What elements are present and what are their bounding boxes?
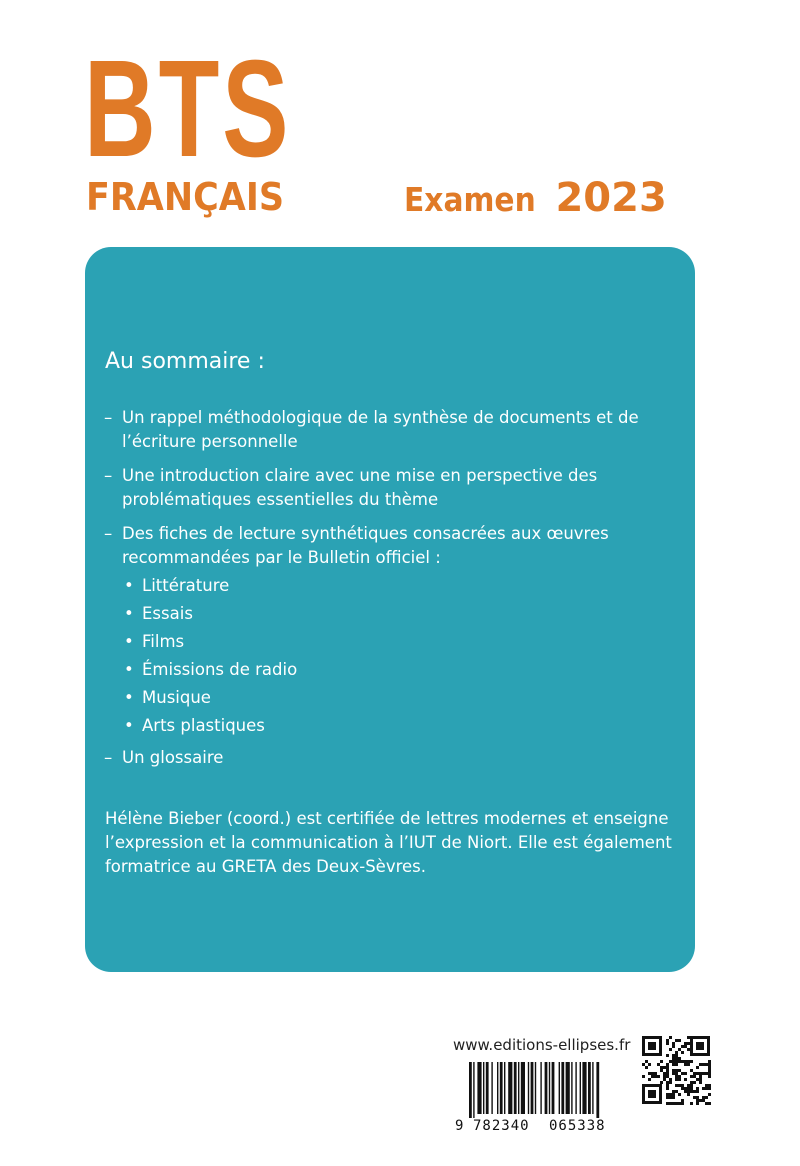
qr-module	[693, 1075, 696, 1078]
list-item	[104, 746, 684, 770]
subject-title: FRANÇAIS	[86, 175, 285, 219]
qr-module	[699, 1063, 702, 1066]
qr-module	[672, 1060, 675, 1063]
qr-module	[675, 1069, 678, 1072]
qr-module	[705, 1063, 708, 1066]
qr-module	[699, 1078, 702, 1081]
qr-module	[642, 1063, 645, 1066]
summary-heading: Au sommaire :	[105, 349, 265, 374]
qr-module	[705, 1087, 708, 1090]
author-bio: Hélène Bieber (coord.) est certifiée de lettres modernes et enseigne l’expression et la communication à l’IUT de Niort. Elle est également formatrice au GRETA des Deux-Sèvres.	[105, 809, 672, 876]
isbn-group-1: 782340	[473, 1118, 530, 1134]
barcode-bar	[582, 1062, 586, 1114]
barcode-bar	[561, 1062, 564, 1114]
qr-module	[702, 1099, 705, 1102]
qr-module	[666, 1039, 669, 1042]
qr-module	[693, 1090, 696, 1093]
qr-module	[705, 1072, 708, 1075]
barcode-bar	[531, 1062, 534, 1114]
qr-module	[672, 1042, 675, 1045]
qr-module	[708, 1066, 711, 1069]
qr-module	[645, 1060, 648, 1063]
qr-module	[675, 1084, 678, 1087]
qr-module	[693, 1072, 696, 1075]
sub-item	[104, 686, 684, 712]
exam-word: Examen	[404, 180, 536, 219]
qr-module	[666, 1066, 669, 1069]
qr-module	[663, 1075, 666, 1078]
qr-module	[666, 1075, 669, 1078]
sub-item	[104, 714, 684, 740]
qr-module	[669, 1048, 672, 1051]
sub-item-text: Émissions de radio	[142, 660, 298, 679]
sub-item-text: Arts plastiques	[142, 716, 265, 735]
qr-module	[651, 1072, 654, 1075]
publisher-website[interactable]: www.editions-ellipses.fr	[453, 1036, 631, 1054]
qr-module	[687, 1036, 690, 1039]
qr-module	[684, 1063, 687, 1066]
qr-module	[681, 1087, 684, 1090]
list-item	[104, 406, 684, 454]
sub-item	[104, 630, 684, 656]
qr-module	[675, 1072, 678, 1075]
qr-module	[657, 1075, 660, 1078]
qr-module	[648, 1072, 651, 1075]
qr-module	[657, 1063, 660, 1066]
qr-module	[666, 1102, 669, 1105]
qr-module	[708, 1102, 711, 1105]
barcode-bar	[500, 1062, 503, 1114]
qr-module	[690, 1075, 693, 1078]
qr-module	[678, 1069, 681, 1072]
qr-module	[669, 1081, 672, 1084]
qr-module	[675, 1039, 678, 1042]
barcode-bar	[497, 1062, 498, 1114]
qr-module	[678, 1078, 681, 1081]
list-item-text: Des fiches de lecture synthétiques consacrées aux œuvres recommandées par le Bulletin officiel :	[122, 524, 609, 567]
qr-module	[684, 1090, 687, 1093]
barcode-bar	[566, 1062, 570, 1114]
qr-module	[681, 1099, 684, 1102]
qr-module	[687, 1060, 690, 1063]
qr-module	[702, 1063, 705, 1066]
qr-module	[675, 1063, 678, 1066]
qr-module	[651, 1075, 654, 1078]
qr-module	[702, 1096, 705, 1099]
qr-module	[681, 1051, 684, 1054]
qr-module	[699, 1099, 702, 1102]
qr-module	[708, 1069, 711, 1072]
qr-module	[672, 1063, 675, 1066]
qr-code-icon	[641, 1035, 711, 1105]
bullet-marker: •	[124, 632, 134, 651]
qr-module	[684, 1060, 687, 1063]
bullet-marker: •	[124, 660, 134, 679]
list-item	[104, 522, 684, 570]
qr-module	[675, 1051, 678, 1054]
qr-module	[666, 1087, 669, 1090]
qr-module	[669, 1093, 672, 1096]
qr-module	[666, 1072, 669, 1075]
qr-module	[690, 1084, 693, 1087]
qr-module	[678, 1102, 681, 1105]
barcode-bar	[477, 1062, 481, 1114]
qr-module	[666, 1063, 669, 1066]
qr-module	[681, 1072, 684, 1075]
list-item-text: Un glossaire	[122, 748, 224, 767]
qr-module	[660, 1060, 663, 1063]
barcode-bar	[588, 1062, 591, 1114]
qr-module	[684, 1045, 687, 1048]
qr-module	[672, 1090, 675, 1093]
qr-module	[708, 1087, 711, 1090]
qr-module	[675, 1102, 678, 1105]
qr-module	[687, 1048, 690, 1051]
barcode-bar	[521, 1062, 525, 1114]
qr-module	[678, 1048, 681, 1051]
qr-module	[696, 1072, 699, 1075]
list-item-text: Une introduction claire avec une mise en perspective des problématiques essentielles du thème	[122, 466, 598, 509]
qr-module	[672, 1093, 675, 1096]
qr-module	[699, 1081, 702, 1084]
qr-module	[666, 1054, 669, 1057]
dash-marker: –	[104, 408, 113, 427]
bullet-marker: •	[124, 604, 134, 623]
qr-module	[690, 1060, 693, 1063]
qr-module	[642, 1075, 645, 1078]
qr-module	[660, 1066, 663, 1069]
list-item	[104, 464, 684, 512]
qr-module	[681, 1084, 684, 1087]
sub-item-text: Littérature	[142, 576, 230, 595]
qr-module	[708, 1072, 711, 1075]
qr-module	[669, 1078, 672, 1081]
barcode-bar	[540, 1062, 541, 1114]
barcode-bar	[596, 1062, 599, 1118]
barcode-bar	[545, 1062, 548, 1114]
qr-module	[696, 1090, 699, 1093]
qr-module	[684, 1042, 687, 1045]
qr-module	[687, 1063, 690, 1066]
list-item-text: Un rappel méthodologique de la synthèse de documents et de l’écriture personnelle	[122, 408, 639, 451]
qr-module	[648, 1078, 651, 1081]
barcode-bar	[552, 1062, 555, 1114]
qr-module	[687, 1090, 690, 1093]
isbn-first-digit: 9	[455, 1118, 464, 1134]
qr-module	[672, 1057, 675, 1060]
qr-module	[681, 1045, 684, 1048]
qr-module	[705, 1102, 708, 1105]
qr-module	[690, 1090, 693, 1093]
qr-module	[690, 1102, 693, 1105]
qr-module	[708, 1093, 711, 1096]
barcode-bar	[580, 1062, 581, 1114]
qr-module	[687, 1084, 690, 1087]
qr-module	[696, 1096, 699, 1099]
dash-marker: –	[104, 524, 113, 543]
qr-module	[678, 1060, 681, 1063]
qr-module	[699, 1075, 702, 1078]
qr-module	[687, 1093, 690, 1096]
qr-module	[678, 1075, 681, 1078]
qr-module	[672, 1102, 675, 1105]
qr-module	[675, 1057, 678, 1060]
barcode-bar	[469, 1062, 472, 1118]
qr-module	[666, 1084, 669, 1087]
qr-module	[708, 1075, 711, 1078]
qr-module	[708, 1063, 711, 1066]
sub-item	[104, 574, 684, 600]
sub-item	[104, 658, 684, 684]
qr-module	[660, 1069, 663, 1072]
qr-module	[675, 1078, 678, 1081]
qr-module	[654, 1075, 657, 1078]
barcode-bar	[571, 1062, 572, 1114]
sub-item-text: Essais	[142, 604, 193, 623]
barcode-bar	[483, 1062, 484, 1114]
qr-module	[672, 1072, 675, 1075]
qr-module	[648, 1063, 651, 1066]
qr-module	[684, 1087, 687, 1090]
barcode-bar	[559, 1062, 560, 1114]
qr-module	[687, 1087, 690, 1090]
qr-module	[675, 1060, 678, 1063]
qr-module	[669, 1036, 672, 1039]
qr-module	[666, 1093, 669, 1096]
qr-module	[678, 1039, 681, 1042]
qr-module	[678, 1084, 681, 1087]
qr-module	[672, 1054, 675, 1057]
qr-module	[705, 1084, 708, 1087]
qr-module	[708, 1060, 711, 1063]
sub-item-text: Musique	[142, 688, 211, 707]
qr-module	[669, 1102, 672, 1105]
barcode-bar	[504, 1062, 505, 1114]
series-title: BTS	[84, 32, 292, 186]
barcode-icon	[453, 1060, 631, 1134]
qr-module	[681, 1102, 684, 1105]
qr-module	[678, 1057, 681, 1060]
qr-module	[696, 1102, 699, 1105]
barcode-bar	[491, 1062, 492, 1114]
qr-module	[690, 1081, 693, 1084]
qr-module	[672, 1045, 675, 1048]
qr-module	[666, 1069, 669, 1072]
qr-module	[684, 1078, 687, 1081]
barcode-bar	[486, 1062, 489, 1114]
qr-module	[684, 1072, 687, 1075]
qr-module	[708, 1084, 711, 1087]
barcode-bar	[528, 1062, 529, 1114]
qr-module	[660, 1081, 663, 1084]
qr-module	[687, 1042, 690, 1045]
qr-module	[669, 1096, 672, 1099]
qr-module	[675, 1054, 678, 1057]
barcode-bar	[549, 1062, 550, 1114]
barcode-bar	[535, 1062, 536, 1114]
exam-label	[404, 175, 667, 221]
qr-module	[672, 1069, 675, 1072]
sub-item	[104, 602, 684, 628]
qr-module	[702, 1072, 705, 1075]
dash-marker: –	[104, 748, 113, 767]
barcode-bar	[508, 1062, 512, 1114]
qr-module	[699, 1072, 702, 1075]
qr-module	[654, 1072, 657, 1075]
barcode-bar	[473, 1062, 474, 1118]
qr-module	[675, 1075, 678, 1078]
qr-module	[663, 1072, 666, 1075]
qr-module	[702, 1087, 705, 1090]
qr-module	[666, 1096, 669, 1099]
bullet-marker: •	[124, 576, 134, 595]
qr-module	[693, 1081, 696, 1084]
barcode-bar	[518, 1062, 519, 1114]
barcode-bar	[514, 1062, 517, 1114]
qr-module	[696, 1078, 699, 1081]
qr-module	[696, 1099, 699, 1102]
bullet-marker: •	[124, 688, 134, 707]
qr-module	[666, 1042, 669, 1045]
barcode-bar	[592, 1062, 593, 1114]
qr-module	[696, 1087, 699, 1090]
qr-module	[693, 1096, 696, 1099]
barcode-bar	[575, 1062, 576, 1114]
summary-list	[104, 406, 684, 780]
qr-module	[675, 1090, 678, 1093]
qr-module	[678, 1093, 681, 1096]
qr-module	[663, 1078, 666, 1081]
dash-marker: –	[104, 466, 113, 485]
qr-module	[690, 1087, 693, 1090]
qr-module	[666, 1081, 669, 1084]
qr-module	[669, 1060, 672, 1063]
qr-module	[690, 1069, 693, 1072]
qr-module	[705, 1096, 708, 1099]
qr-module	[663, 1066, 666, 1069]
qr-module	[672, 1096, 675, 1099]
bullet-marker: •	[124, 716, 134, 735]
isbn-group-2: 065338	[549, 1118, 606, 1134]
qr-module	[645, 1066, 648, 1069]
exam-year: 2023	[555, 175, 667, 221]
qr-module	[696, 1066, 699, 1069]
sub-item-text: Films	[142, 632, 185, 651]
qr-module	[681, 1060, 684, 1063]
